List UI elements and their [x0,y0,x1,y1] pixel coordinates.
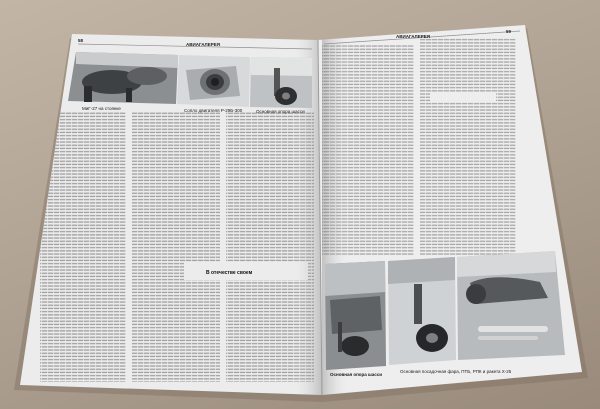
left-text-column-2 [132,112,220,382]
left-section-header: АВИАГАЛЕРЕЯ [186,42,220,47]
photo-engine-nozzle [177,55,250,107]
photo-main-gear [388,257,456,365]
right-text-column-2 [420,38,516,256]
photo-caption-2: Сопло двигателя Р-29Б-300 [184,108,243,113]
right-caption-bold: Основная опора шасси [330,372,383,377]
photo-missile-pod [457,251,565,360]
right-page-number: 59 [506,29,512,34]
photo-caption-1: МиГ-27 на стоянке [82,106,121,111]
right-caption-text: Основная посадочная фара, ПТБ, РПК и ракета Х-25 [400,369,512,374]
photo-aircraft-ground [325,261,386,370]
photo-caption-3: Основная опора шасси [256,109,305,114]
left-page-number: 58 [78,38,84,43]
photo-landing-gear [250,57,312,108]
photo-aircraft-underside [68,52,178,104]
section-heading: В отечестве своем [206,270,253,276]
right-section-header: АВИАГАЛЕРЕЯ [396,34,430,39]
